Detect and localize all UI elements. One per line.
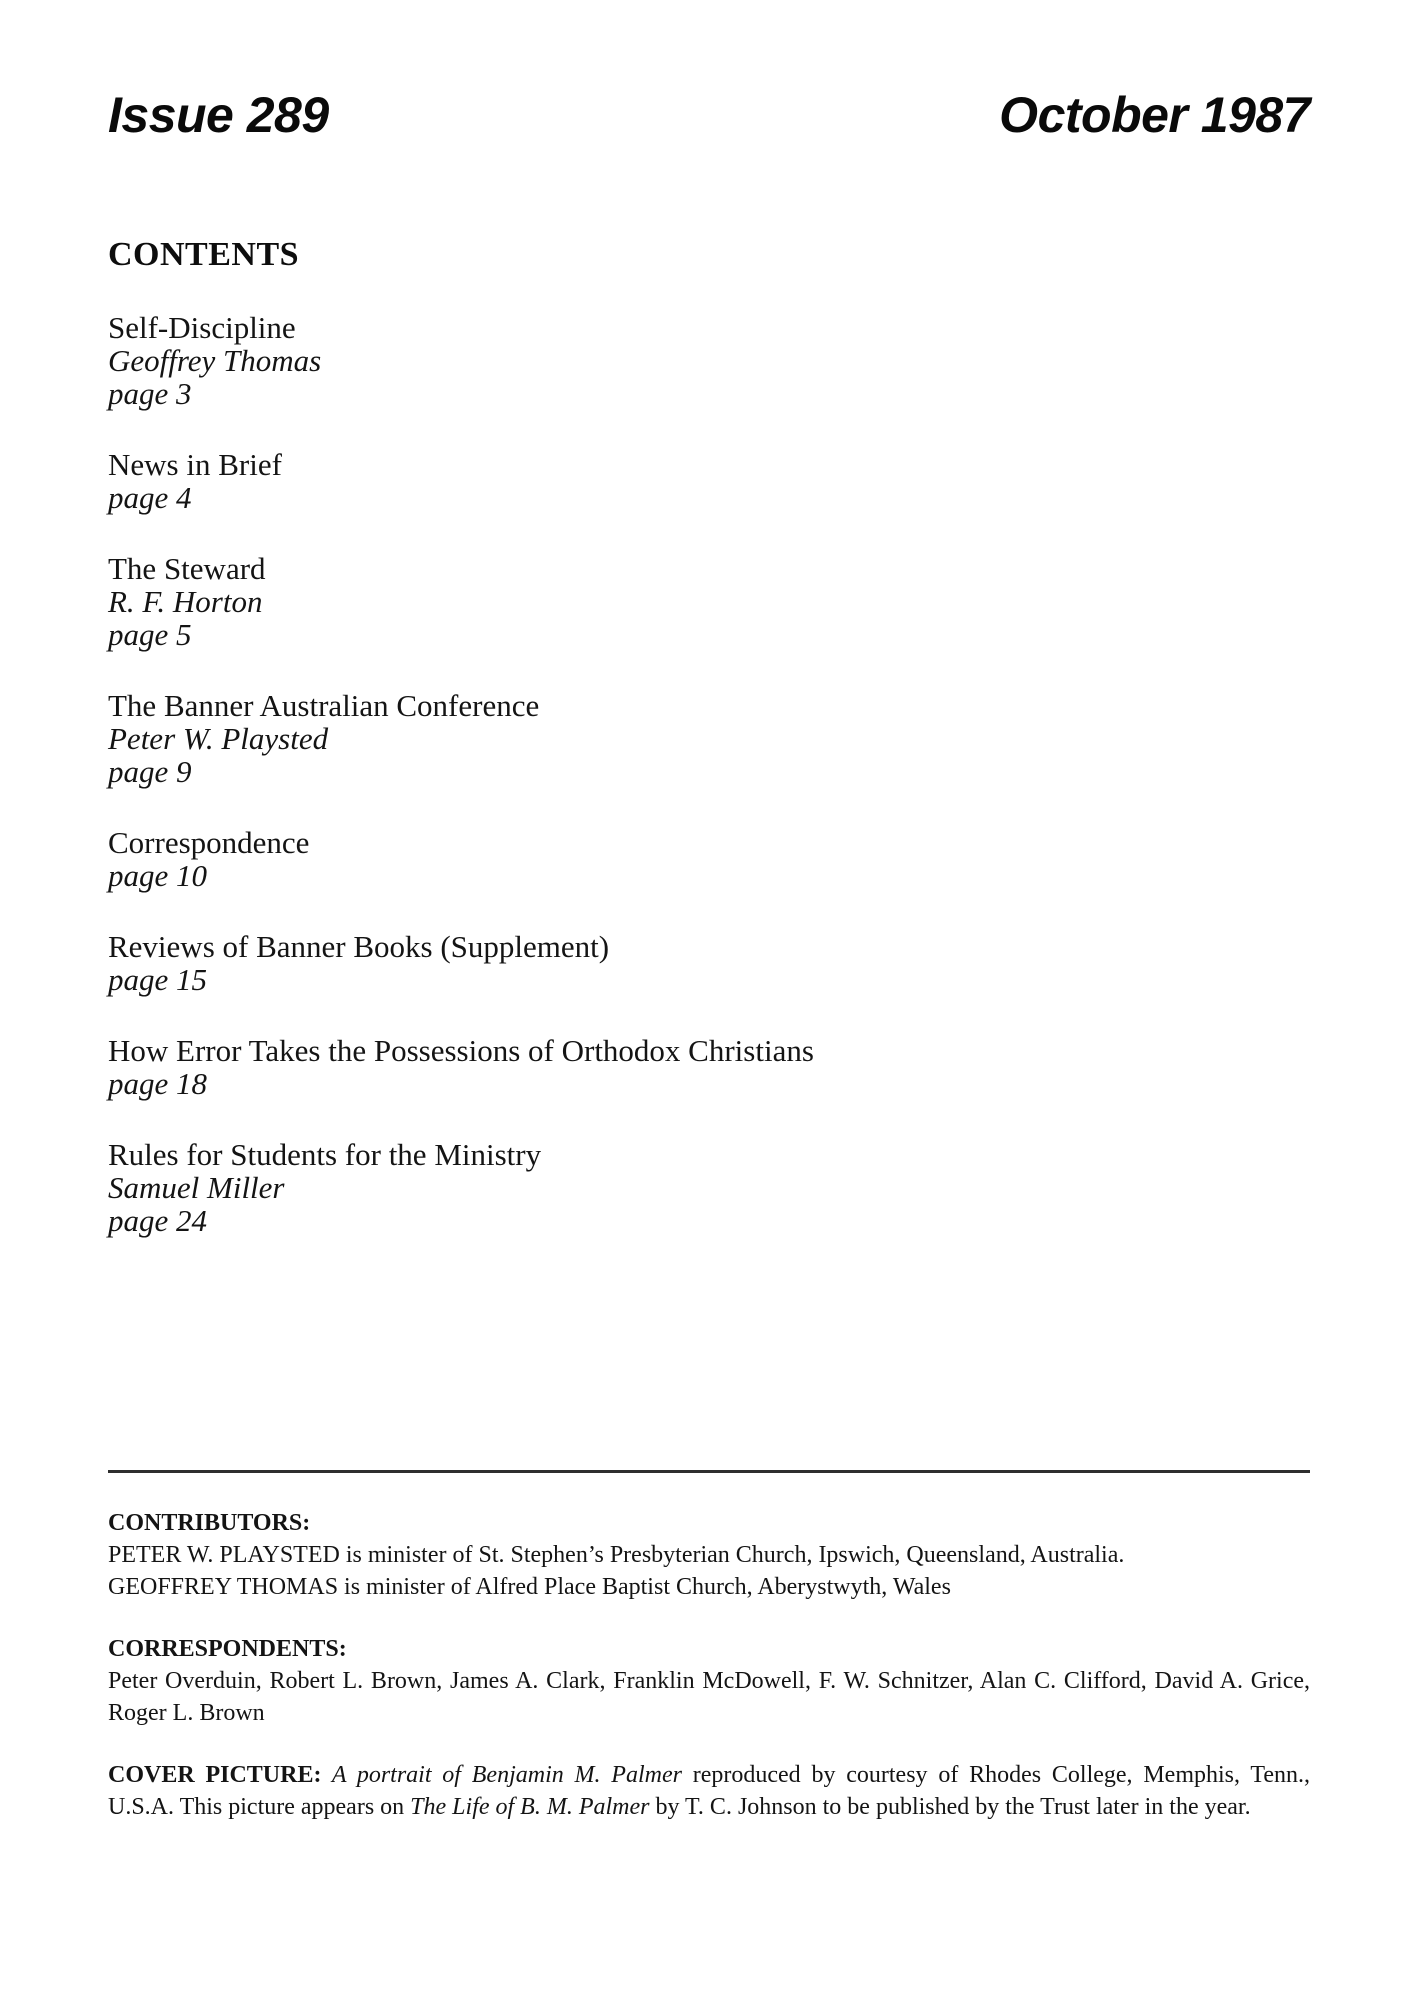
correspondents-heading: CORRESPONDENTS: bbox=[108, 1636, 347, 1662]
contributors-heading: CONTRIBUTORS: bbox=[108, 1510, 311, 1536]
toc-entry-title: How Error Takes the Possessions of Orthodox Christians bbox=[108, 1033, 814, 1068]
toc-entry-page: page 9 bbox=[108, 754, 192, 789]
horizontal-rule bbox=[108, 1470, 1310, 1473]
toc-entry-title: Reviews of Banner Books (Supplement) bbox=[108, 929, 610, 964]
toc-entry bbox=[108, 1034, 1310, 1100]
toc-entry-page: page 15 bbox=[108, 962, 208, 997]
toc-entry-title: News in Brief bbox=[108, 447, 282, 482]
toc-entry bbox=[108, 930, 1310, 996]
table-of-contents bbox=[108, 311, 1310, 1237]
toc-entry-title: Correspondence bbox=[108, 825, 310, 860]
toc-entry bbox=[108, 689, 1310, 788]
contents-heading: CONTENTS bbox=[108, 236, 300, 273]
cover-picture-text: A portrait of Benjamin M. Palmer reproduced by courtesy of Rhodes College, Memphis, Tenn., U.S.A. This picture appears on The Life of B. M. Palmer by T. C. Johnson to be published by the Trust later in the year. bbox=[108, 1762, 1310, 1820]
toc-entry bbox=[108, 826, 1310, 892]
footer-block bbox=[108, 1507, 1310, 1823]
toc-entry-title: The Steward bbox=[108, 551, 266, 586]
correspondents-paragraph bbox=[108, 1633, 1310, 1729]
toc-entry-page: page 3 bbox=[108, 376, 192, 411]
issue-number: Issue 289 bbox=[108, 87, 329, 143]
toc-entry-author: Peter W. Playsted bbox=[108, 721, 329, 756]
toc-entry bbox=[108, 448, 1310, 514]
toc-entry-author: R. F. Horton bbox=[108, 584, 263, 619]
cover-picture-heading: COVER PICTURE: bbox=[108, 1762, 322, 1788]
toc-entry-author: Samuel Miller bbox=[108, 1170, 285, 1205]
toc-entry-page: page 18 bbox=[108, 1066, 208, 1101]
toc-entry-author: Geoffrey Thomas bbox=[108, 343, 322, 378]
toc-entry-title: The Banner Australian Conference bbox=[108, 688, 540, 723]
contributors-paragraph bbox=[108, 1507, 1310, 1603]
correspondents-text: Peter Overduin, Robert L. Brown, James A. Clark, Franklin McDowell, F. W. Schnitzer, Alan C. Clifford, David A. Grice, Roger L. Brown bbox=[108, 1668, 1310, 1726]
toc-entry-page: page 5 bbox=[108, 617, 192, 652]
toc-entry-title: Self-Discipline bbox=[108, 310, 296, 345]
toc-entry bbox=[108, 311, 1310, 410]
toc-entry bbox=[108, 552, 1310, 651]
cover-picture-paragraph bbox=[108, 1759, 1310, 1823]
issue-date: October 1987 bbox=[999, 87, 1310, 143]
toc-entry-page: page 24 bbox=[108, 1203, 208, 1238]
masthead bbox=[108, 88, 1310, 143]
toc-entry-title: Rules for Students for the Ministry bbox=[108, 1137, 542, 1172]
toc-entry-page: page 4 bbox=[108, 480, 192, 515]
contributors-text: PETER W. PLAYSTED is minister of St. Stephen’s Presbyterian Church, Ipswich, Queensland, Australia. GEOFFREY THOMAS is minister of Alfred Place Baptist Church, Aberystwyth, Wales bbox=[108, 1542, 1125, 1600]
toc-entry bbox=[108, 1138, 1310, 1237]
toc-entry-page: page 10 bbox=[108, 858, 208, 893]
